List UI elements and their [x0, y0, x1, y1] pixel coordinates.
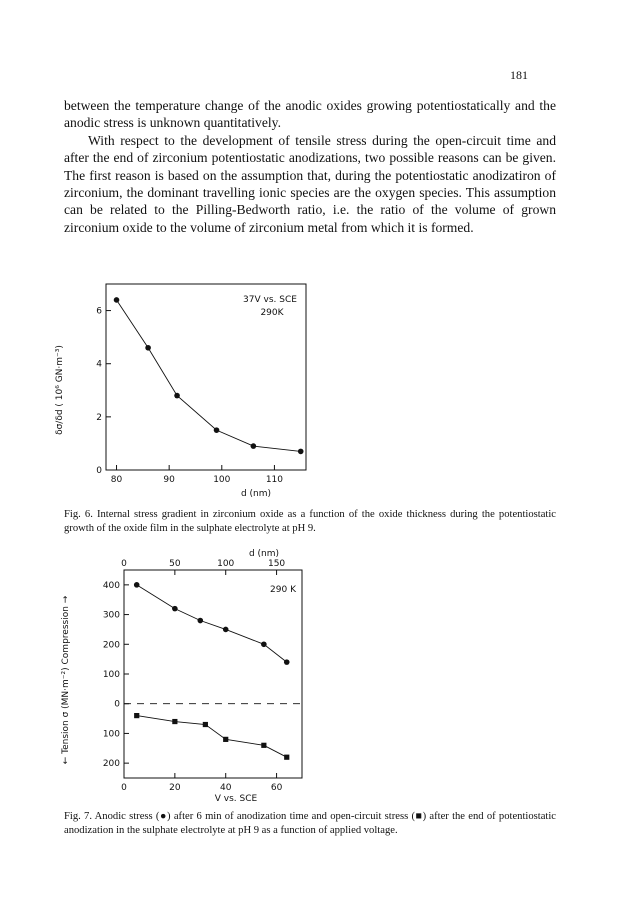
fig7-x-axis-label: V vs. SCE — [214, 794, 258, 804]
fig7-series-line — [137, 585, 287, 662]
figure-6-caption: Fig. 6. Internal stress gradient in zirconium oxide as a function of the oxide thickness during the potentiostatic growth of the oxide film in the sulphate electrolyte at pH 9. — [64, 509, 556, 534]
fig7-data-point — [203, 722, 208, 727]
fig7-y-axis-label: ← Tension σ (MN·m⁻²) Compression → — [61, 595, 71, 765]
fig7-data-point — [284, 659, 290, 665]
fig6-x-tick-label: 90 — [163, 475, 175, 485]
fig6-y-tick-label: 6 — [96, 306, 102, 317]
fig6-data-point — [214, 427, 220, 433]
fig7-data-point — [172, 719, 177, 724]
fig7-series-line — [137, 716, 287, 758]
fig6-x-axis-label: d (nm) — [240, 489, 272, 499]
fig7-y-tick-label: 200 — [102, 640, 120, 651]
fig7-y-tick-label: 300 — [102, 610, 120, 621]
fig7-top-axis-label: d (nm) — [248, 549, 280, 559]
fig6-y-tick-label: 2 — [96, 412, 102, 423]
fig7-x-tick-label: 0 — [121, 783, 127, 793]
fig7-y-tick-label: 200 — [102, 759, 120, 770]
fig7-plot-frame — [124, 570, 302, 778]
fig7-data-point — [172, 606, 178, 612]
fig7-y-tick-label: 100 — [102, 729, 120, 740]
figure-7-caption: Fig. 7. Anodic stress (●) after 6 min of anodization time and open-circuit stress (■) after the end of potentiostatic anodization in the sulphate electrolyte at pH 9 as a function of applied voltage. — [64, 811, 556, 836]
fig7-data-point — [223, 737, 228, 742]
fig7-annotation-temperature: 290 K — [270, 585, 296, 595]
fig6-data-point — [114, 297, 120, 303]
paragraph-2: With respect to the development of tensile stress during the open-circuit time and after the end of zirconium potentiostatic anodizations, two possible reasons can be given. The first reason is based on the assumption that, during the potentiostatic anodizatiron of zirconium, the dominant travelling ionic species are the oxygen species. This assumption can be related to the Pilling-Bedworth ratio, i.e. the ratio of the volume of grown zirconium oxide to the volume of zirconium metal from which it is formed. — [64, 132, 556, 235]
figure-6-chart — [0, 270, 624, 500]
page-number: 181 — [510, 68, 528, 82]
fig7-data-point — [134, 713, 139, 718]
fig6-x-tick-label: 100 — [213, 475, 231, 485]
paragraph-1: between the temperature change of the anodic oxides growing potentiostatically and the anodic stress is unknown quantitatively. — [64, 98, 556, 131]
fig7-top-tick-label: 50 — [169, 559, 181, 569]
fig7-data-point — [197, 618, 203, 624]
fig6-y-axis-label: δσ/δd ( 10⁶ GN·m⁻³) — [55, 345, 65, 435]
fig7-x-tick-label: 40 — [219, 783, 232, 793]
fig6-series-line — [117, 300, 301, 451]
fig6-x-tick-label: 110 — [265, 475, 284, 485]
fig7-data-point — [284, 755, 289, 760]
fig7-x-tick-label: 20 — [169, 783, 181, 793]
fig7-top-tick-label: 100 — [217, 559, 235, 569]
fig7-y-tick-label: 100 — [102, 670, 120, 680]
fig7-data-point — [261, 743, 266, 748]
fig7-top-tick-label: 150 — [267, 559, 286, 569]
fig7-data-point — [223, 627, 229, 633]
fig7-data-point — [134, 582, 140, 588]
fig7-top-tick-label: 0 — [121, 559, 127, 569]
fig6-y-tick-label: 4 — [96, 359, 102, 370]
fig7-y-tick-label: 0 — [114, 699, 120, 710]
fig6-data-point — [298, 449, 304, 455]
fig6-data-point — [174, 393, 180, 399]
fig7-data-point — [261, 641, 267, 647]
fig6-x-tick-label: 80 — [110, 475, 123, 485]
fig7-x-tick-label: 60 — [270, 783, 283, 793]
fig6-data-point — [251, 443, 257, 449]
fig6-data-point — [145, 345, 151, 351]
figure-7-chart — [0, 548, 624, 804]
fig6-y-tick-label: 0 — [96, 466, 102, 476]
fig7-y-tick-label: 400 — [102, 580, 120, 591]
fig6-annotation-voltage: 37V vs. SCE — [243, 295, 297, 305]
body-text — [64, 97, 556, 236]
fig6-annotation-temperature: 290K — [260, 308, 284, 318]
